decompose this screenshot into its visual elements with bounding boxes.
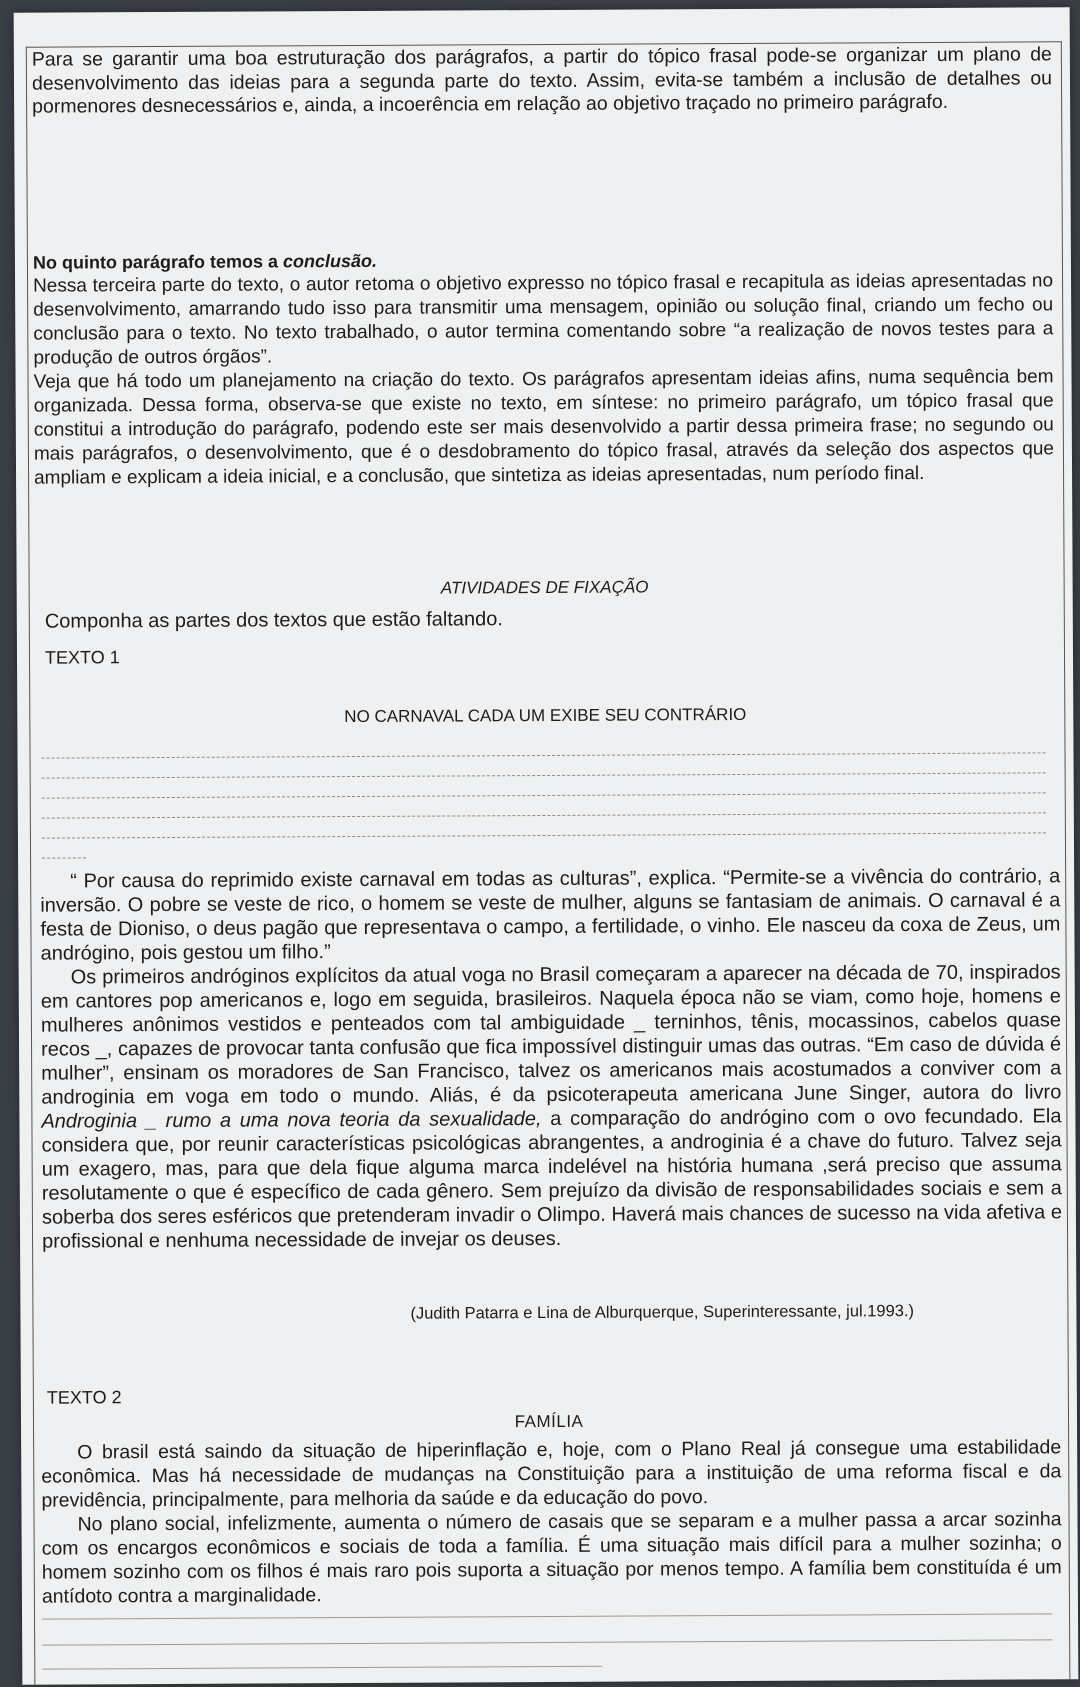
texto1-body	[40, 864, 1062, 1253]
texto2-paragraph-2: No plano social, infelizmente, aumenta o número de casais que se separam e a mulher passa a arcar sozinha com os encargos econômicos e sociais de toda a família. É uma situação mais difícil para a mulher sozinha; o homem sozinho com os filhos é mais raro pois suporta a situação por menos tempo. A família bem constituída é um antídoto contra a marginalidade.	[41, 1508, 1062, 1608]
answer-line[interactable]	[42, 813, 1046, 838]
texto2-body	[41, 1435, 1062, 1608]
answer-line[interactable]	[42, 838, 86, 858]
conclusion-paragraph-2: Veja que há todo um planejamento na criação do texto. Os parágrafos apresentam ideias afins, numa sequência bem organizada. Dessa forma, observa-se que existe no texto, em síntese: no primeiro parágrafo, um tópico frasal que constitui a introdução do parágrafo, podendo este ser mais desenvolvido a partir dessa primeira frase; no segundo ou mais parágrafos, o desenvolvimento, que é o desdobramento do tópico frasal, através da seleção dos aspectos que ampliam e explicam a ideia inicial, e a conclusão, que sintetiza as ideias apresentadas, num período final.	[33, 366, 1054, 489]
answer-lines[interactable]	[41, 733, 1046, 858]
activities-instruction: Componha as partes dos textos que estão faltando.	[44, 608, 503, 633]
conclusion-paragraph: Nessa terceira parte do texto, o autor retoma o objetivo expresso no tópico frasal e recapitula as ideias apresentadas no desenvolvimento, amarrando tudo isso para transmitir uma mensagem, opinião ou solução final, criando um fecho ou conclusão para o texto. No texto trabalhado, o autor termina comentando sobre “a realização de novos testes para a produção de outros órgãos”.	[33, 270, 1054, 369]
texto2-paragraph-1: O brasil está saindo da situação de hiperinflação e, hoje, com o Plano Real já consegue uma estabilidade econômica. Mas há necessidade de mudanças na Constituição para a instituição de uma reforma fiscal e da previdência, principalmente, para melhoria da saúde e da educação do povo.	[41, 1436, 1062, 1512]
conclusion-heading-prefix: No quinto parágrafo temos a	[32, 251, 284, 273]
texto1-paragraph-2a: Os primeiros andróginos explícitos da atual voga no Brasil começaram a aparecer na década de 70, inspirados em cantores pop americanos e, logo em seguida, brasileiros. Naquela época não se viam, como hoje, homens e mulheres anônimos vestidos e penteados com tal ambiguidade _ terninhos, tênis, mocassinos, cabelos quase recos _, capazes de provocar tanta confusão que fica impossível distinguir umas das outras. “Em caso de dúvida é mulher”, ensinam os moradores de San Francisco, talvez os americanos mais acostumados a conviver com a androginia em voga em todo o mundo. Aliás, é da psicoterapeuta americana June Singer, autora do livro	[40, 961, 1062, 1109]
conclusion-heading-term: conclusão.	[282, 250, 378, 272]
texto1-paragraph-2b: a comparação do andrógino com o ovo fecundado. Ela considera que, por reunir características psicológicas abrangentes, a androginia é a chave do futuro. Talvez seja um exagero, mas, para que dela fique alguma marca indelével na história humana ,será preciso que assuma resolutamente o que é específico de cada gênero. Sem prejuízo da divisão de responsabilidades sociais e sem a soberba dos seres esféricos que pretenderam invadir o Olimpo. Haverá mais chances de sucesso na vida afetiva e profissional e nenhuma necessidade de invejar os deuses.	[41, 1105, 1062, 1253]
texto1-paragraph-2	[41, 960, 1062, 1253]
intro-paragraph	[32, 43, 1052, 119]
texto1-paragraph-1: “ Por causa do reprimido existe carnaval em todas as culturas”, explica. “Permite-se a vivência do contrário, a inversão. O pobre se veste de rico, o homem se veste de mulher, alguns se fantasiam de animais. O carnaval é a festa de Dioniso, o deus pagão que representava o campo, a fertilidade, o vinho. Ele nasceu da coxa de Zeus, um andrógino, pois gestou um filho.”	[40, 865, 1061, 965]
texto2-title: FAMÍLIA	[514, 1411, 584, 1432]
texto2-label: TEXTO 2	[46, 1387, 122, 1408]
activities-heading: ATIVIDADES DE FIXAÇÃO	[440, 577, 649, 598]
texto1-title: NO CARNAVAL CADA UM EXIBE SEU CONTRÁRIO	[344, 704, 747, 727]
texto1-label: TEXTO 1	[44, 647, 120, 668]
texto1-citation: (Judith Patarra e Lina de Alburquerque, Superinteressante, jul.1993.)	[410, 1302, 915, 1323]
worksheet-page	[14, 7, 1079, 1685]
book-title: Androginia _ rumo a uma nova teoria da sexualidade,	[41, 1108, 542, 1133]
intro-text: Para se garantir uma boa estruturação dos parágrafos, a partir do tópico frasal pode-se organizar um plano de desenvolvimento das ideias para a segunda parte do texto. Assim, evita-se também a inclusão de detalhes ou pormenores desnecessários e, ainda, a incoerência em relação ao objetivo traçado no primeiro parágrafo.	[31, 43, 1053, 118]
conclusion-section	[33, 245, 1054, 490]
